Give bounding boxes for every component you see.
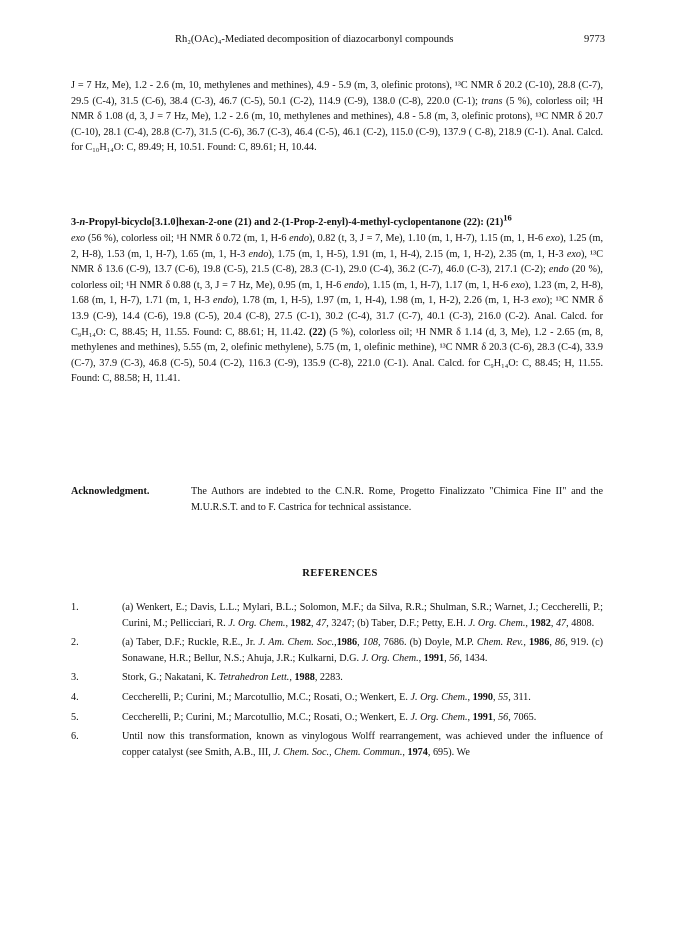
reference-item: 5. Ceccherelli, P.; Curini, M.; Marcotullio, M.C.; Rosati, O.; Wenkert, E. J. Org. Chem., 1991, 56, 7065. xyxy=(71,711,537,723)
reference-item: 6. Until now this transformation, known as vinylogous Wolff rearrangement, was achieved under the influence of copper catalyst (see Smith, A.B., III, J. Chem. Soc., Chem. Commun., 1974, 695). We xyxy=(71,731,603,758)
reference-item: 3. Stork, G.; Nakatani, K. Tetrahedron Lett., 1988, 2283. xyxy=(71,672,343,684)
acknowledgment-label: Acknowledgment. xyxy=(71,486,150,497)
reference-item: 2. (a) Taber, D.F.; Ruckle, R.E., Jr. J. Am. Chem. Soc.,1986, 108, 7686. (b) Doyle, M.P. Chem. Rev., 1986, 86, 919. (c) Sonawane, H.R.; Bellur, N.S.; Ahuja, J.R.; Kulkarni, D.G. J. Org. Chem., 1991, 56, 1434. xyxy=(71,637,604,664)
reference-item: 4. Ceccherelli, P.; Curini, M.; Marcotullio, M.C.; Rosati, O.; Wenkert, E. J. Org. Chem., 1990, 55, 311. xyxy=(71,691,531,703)
acknowledgment-text: The Authors are indebted to the C.N.R. Rome, Progetto Finalizzato "Chimica Fine II" and the M.U.R.S.T. and to F. Castrica for technical assistance. xyxy=(191,486,603,513)
experimental-paragraph-1: J = 7 Hz, Me), 1.2 - 2.6 (m, 10, methylenes and methines), 4.9 - 5.9 (m, 3, olefinic protons), ¹³C NMR δ 20.2 (C-10), 28.8 (C-7), 29.5 (C-4), 31.5 (C-6), 38.4 (C-3), 46.7 (C-5), 50.1 (C-2), 114.9 (C-9), 138.0 (C-8), 220.0 (C-1); trans (5 %), colorless oil; ¹H NMR δ 1.08 (d, 3, J = 7 Hz, Me), 1.2 - 2.6 (m, 10, methylenes and methines), 4.8 - 5.8 (m, 3, olefinic protons), ¹³C NMR δ 20.7 (C-10), 28.1 (C-4), 28.8 (C-7), 31.5 (C-6), 36.7 (C-3), 46.4 (C-5), 46.1 (C-2), 115.0 (C-9), 137.9 ( C-8), 218.9 (C-1). Anal. Calcd. for C₁₀H₁₄O: C, 89.49; H, 10.51. Found: C, 89.61; H, 10.44. xyxy=(71,80,604,154)
references-list xyxy=(71,600,603,764)
running-title: Rh₂(OAc)₄-Mediated decomposition of diazocarbonyl compounds xyxy=(175,34,454,45)
page-number: 9773 xyxy=(584,34,605,45)
running-header xyxy=(0,34,680,52)
reference-item: 1. (a) Wenkert, E.; Davis, L.L.; Mylari, B.L.; Solomon, M.F.; da Silva, R.R.; Shulman, S.R.; Warnet, J.; Ceccherelli, P.; Curini, M.; Pellicciari, R. J. Org. Chem., 1982, 47, 3247; (b) Taber, D.F.; Petty, E.H. J. Org. Chem., 1982, 47, 4808. xyxy=(71,602,603,629)
references-heading: REFERENCES xyxy=(302,568,378,579)
compound-heading: 3-n-Propyl-bicyclo[3.1.0]hexan-2-one (21) and 2-(1-Prop-2-enyl)-4-methyl-cyclopentanone (22): $(21)^{16}$ xyxy=(71,213,512,229)
stereo-label: trans xyxy=(481,95,503,107)
experimental-paragraph-2: 3-n-Propyl-bicyclo[3.1.0]hexan-2-one (21) and 2-(1-Prop-2-enyl)-4-methyl-cyclopentanone (22): $(21)^{16}$ exo (56 %), colorless oil; ¹H NMR δ 0.72 (m, 1, H-6 endo), 0.82 (t, 3, J = 7, Me), 1.10 (m, 1, H-7), 1.15 (m, 1, H-6 exo), 1.25 (m, 2, H-8), 1.53 (m, 1, H-7), 1.65 (m, 1, H-3 endo), 1.75 (m, 1, H-5), 1.91 (m, 1, H-4), 2.15 (m, 1, H-2), 2.35 (m, 1, H-3 exo), ¹³C NMR δ 13.6 (C-9), 13.7 (C-6), 19.8 (C-5), 21.5 (C-8), 28.3 (C-1), 29.0 (C-4), 36.2 (C-7), 46.0 (C-3), 217.1 (C-2); endo (20 %), colorless oil; ¹H NMR δ 0.88 (t, 3, J = 7 Hz, Me), 0.95 (m, 1, H-6 endo), 1.15 (m, 1, H-7), 1.17 (m, 1, H-6 exo), 1.23 (m, 2, H-8), 1.68 (m, 1, H-7), 1.71 (m, 1, H-3 endo), 1.78 (m, 1, H-5), 1.97 (m, 1, H-4), 1.98 (m, 1, H-2), 2.26 (m, 1, H-3 exo); ¹³C NMR δ 13.9 (C-9), 14.4 (C-6), 19.8 (C-5), 20.4 (C-8), 27.5 (C-1), 30.2 (C-4), 31.7 (C-7), 40.1 (C-3), 216.0 (C-2). Anal. Calcd. for C₉H₁₄O: C, 88.45; H, 11.55. Found: C, 88.61; H, 11.42. (22) (5 %), colorless oil; ¹H NMR δ 1.14 (d, 3, Me), 1.2 - 2.65 (m, 8, methylenes and methines), 5.55 (m, 2, olefinic methylene), 5.75 (m, 1, olefinic methine), ¹³C NMR δ 20.3 (C-6), 28.3 (C-4), 33.9 (C-7), 37.9 (C-3), 46.8 (C-5), 50.4 (C-2), 116.3 (C-9), 135.9 (C-8), 221.0 (C-1). Anal. Calcd. for C₉H₁₄O: C, 88.45; H, 11.55. Found: C, 88.58; H, 11.41. xyxy=(71,213,604,385)
